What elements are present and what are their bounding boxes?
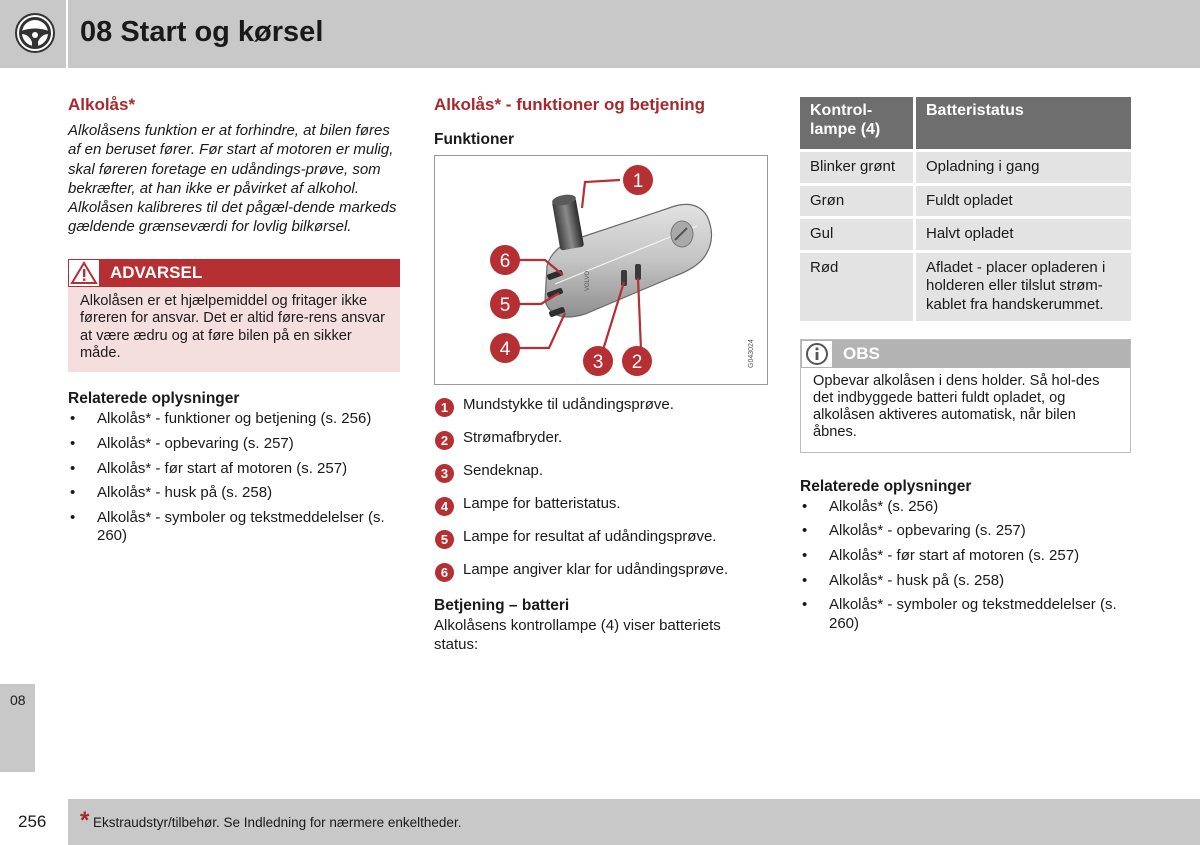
table-header-cell: Batteristatus [916, 97, 1131, 149]
note-text: Opbevar alkolåsen i dens holder. Så hol-des det indbyggede batteri fuldt opladet, og alkolåsen aktiveres automatisk, når bilen åbnes. [813, 372, 1100, 441]
legend-number: 1 [435, 398, 454, 417]
battery-heading: Betjening – batteri [434, 597, 570, 614]
callout-1 [623, 165, 653, 195]
callout-2-label: 2 [631, 352, 643, 373]
legend-item [434, 395, 768, 428]
footnote-text: Ekstraudstyr/tilbehør. Se Indledning for nærmere enkeltheder. [93, 815, 462, 830]
legend-number: 6 [435, 563, 454, 582]
side-tab-label: 08 [10, 692, 26, 708]
battery-text: Alkolåsens kontrollampe (4) viser batteriets status: [434, 617, 721, 653]
related-link[interactable]: • Alkolås* - før start af motoren (s. 257) [68, 460, 400, 479]
table-header-cell: Kontrol-lampe (4) [800, 97, 916, 149]
callout-2 [622, 346, 652, 376]
callout-3 [583, 346, 613, 376]
related-list [800, 498, 1131, 634]
table-cell: Opladning i gang [916, 152, 1131, 183]
related-link[interactable]: • Alkolås* - funktioner og betjening (s. 256) [68, 410, 400, 429]
related-link[interactable]: • Alkolås* - opbevaring (s. 257) [68, 435, 400, 454]
legend-text: Lampe for resultat af udåndingsprøve. [463, 528, 717, 545]
warning-header [68, 259, 400, 287]
legend-item [434, 494, 768, 527]
callout-5 [490, 289, 520, 319]
related-link[interactable]: • Alkolås* - opbevaring (s. 257) [800, 522, 1131, 541]
alcolock-illustration [435, 156, 767, 384]
callout-4 [490, 333, 520, 363]
legend-text: Mundstykke til udåndingsprøve. [463, 396, 674, 413]
warning-box [68, 259, 400, 373]
alcolock-figure [434, 155, 768, 385]
warning-title: ADVARSEL [110, 262, 203, 282]
related-list [68, 410, 400, 546]
table-cell: Afladet - placer opladeren i holderen eller tilslut strøm-kablet fra handskerummet. [916, 253, 1131, 321]
section-heading: Alkolås* [68, 95, 136, 114]
related-link[interactable]: • Alkolås* (s. 256) [800, 498, 1131, 517]
table-row [800, 152, 1131, 183]
warning-triangle-icon [68, 259, 100, 287]
table-cell: Halvt opladet [916, 219, 1131, 250]
battery-status-table [800, 94, 1131, 324]
table-row [800, 186, 1131, 217]
table-cell: Fuldt opladet [916, 186, 1131, 217]
note-header [801, 340, 1130, 368]
column-middle [434, 95, 768, 654]
related-link[interactable]: • Alkolås* - før start af motoren (s. 257) [800, 547, 1131, 566]
chapter-header [0, 0, 1200, 68]
related-heading: Relaterede oplysninger [68, 390, 240, 408]
table-cell: Gul [800, 219, 916, 250]
related-link[interactable]: • Alkolås* - husk på (s. 258) [800, 572, 1131, 591]
sub-heading: Funktioner [434, 131, 515, 148]
legend-item [434, 428, 768, 461]
callout-3-label: 3 [592, 352, 604, 373]
note-title: OBS [843, 343, 880, 363]
legend-item [434, 527, 768, 560]
warning-text: Alkolåsen er et hjælpemiddel og fritager ikke føreren for ansvar. Det er altid føre-rens ansvar at være ædru og at føre bilen på en sikker måde. [80, 292, 385, 361]
legend-number: 4 [435, 497, 454, 516]
column-right [800, 97, 1131, 639]
table-row [800, 219, 1131, 250]
figure-legend [434, 395, 768, 593]
related-link[interactable]: • Alkolås* - husk på (s. 258) [68, 484, 400, 503]
legend-number: 2 [435, 431, 454, 450]
legend-text: Lampe for batteristatus. [463, 495, 621, 512]
callout-6 [490, 245, 520, 275]
legend-number: 5 [435, 530, 454, 549]
legend-item [434, 560, 768, 593]
chapter-icon-box [0, 0, 68, 68]
legend-item [434, 461, 768, 494]
page-number: 256 [18, 812, 47, 831]
info-icon [801, 340, 833, 368]
svg-text:VOLVO: VOLVO [585, 270, 591, 291]
legend-text: Strømafbryder. [463, 429, 563, 446]
callout-4-label: 4 [499, 339, 511, 360]
legend-text: Sendeknap. [463, 462, 544, 479]
table-cell: Blinker grønt [800, 152, 916, 183]
section-heading: Alkolås* - funktioner og betjening [434, 95, 706, 114]
related-link[interactable]: • Alkolås* - symboler og tekstmeddelelser (s. 260) [68, 509, 400, 546]
intro-paragraph: Alkolåsens funktion er at forhindre, at bilen føres af en beruset fører. Før start af motoren er mulig, skal føreren foretage en udåndings-prøve, som bekræfter, at han ikke er påvirket af alkohol. Alkolåsen kalibreres til det pågæl-dende markeds gældende grænseværdi for lovlig bilkørsel. [68, 122, 397, 236]
callout-6-label: 6 [499, 251, 511, 272]
page-footer [0, 799, 1200, 845]
table-cell: Rød [800, 253, 916, 321]
legend-text: Lampe angiver klar for udåndingsprøve. [463, 561, 729, 578]
footnote-star: * [80, 807, 90, 834]
steering-wheel-icon [14, 12, 56, 54]
column-left [68, 95, 400, 552]
chapter-side-tab [0, 684, 35, 772]
chapter-title: 08 Start og kørsel [80, 16, 324, 48]
table-row [800, 253, 1131, 321]
callout-1-label: 1 [632, 171, 644, 192]
note-box [800, 339, 1131, 453]
table-cell: Grøn [800, 186, 916, 217]
figure-code: G043024 [748, 339, 755, 368]
related-link[interactable]: • Alkolås* - symboler og tekstmeddelelser (s. 260) [800, 596, 1131, 633]
table-header-row [800, 97, 1131, 149]
legend-number: 3 [435, 464, 454, 483]
related-heading: Relaterede oplysninger [800, 477, 972, 495]
callout-5-label: 5 [499, 295, 511, 316]
